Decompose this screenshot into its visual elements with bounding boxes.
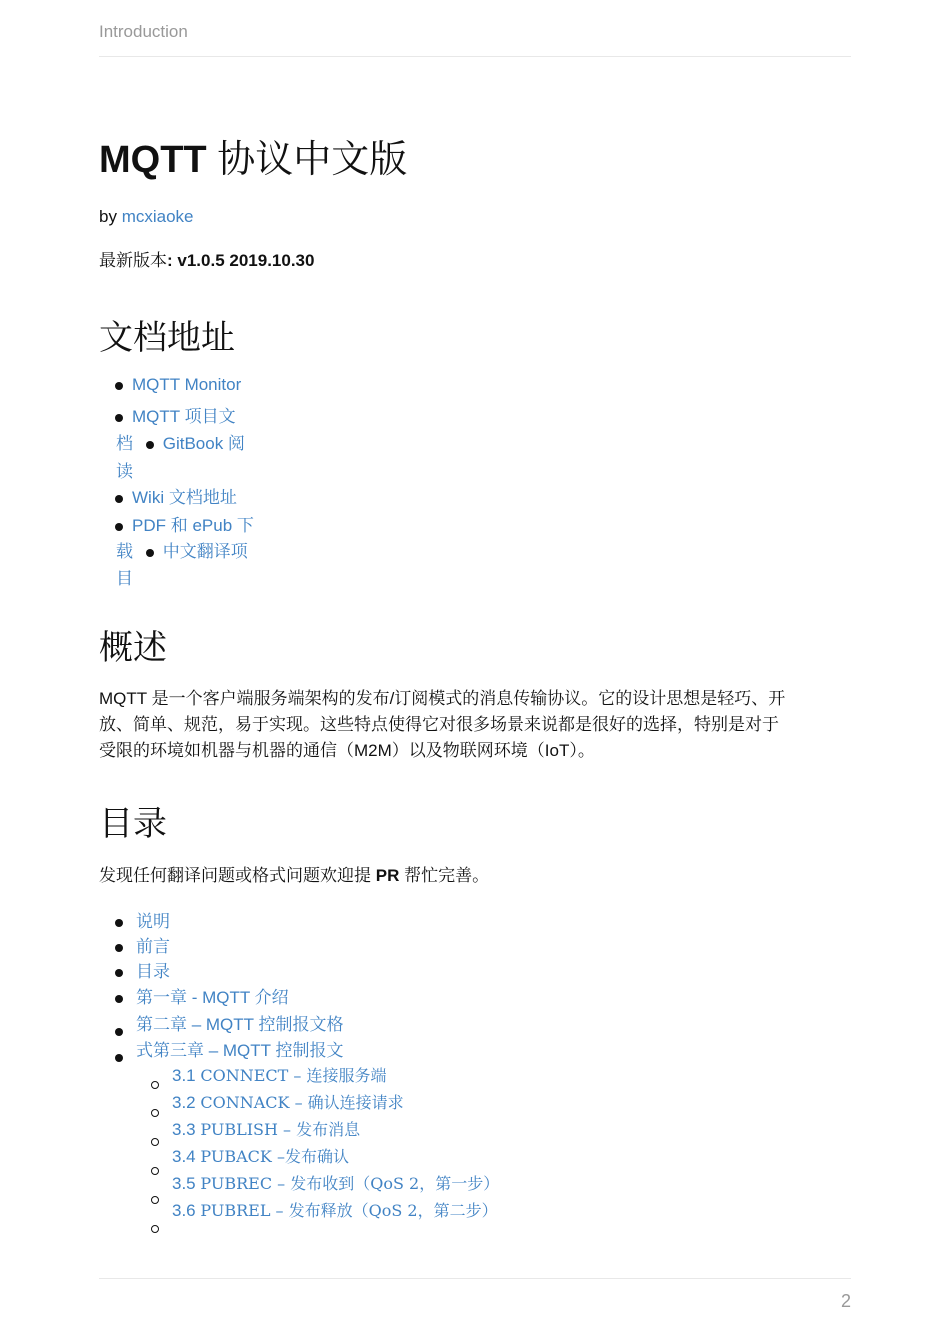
subitem-packet-name: PUBREC — [200, 1174, 273, 1193]
running-header: Introduction — [99, 22, 188, 41]
version-value: : v1.0.5 2019.10.30 — [167, 251, 315, 270]
bullet-icon — [146, 441, 154, 449]
toc-sublink[interactable] — [172, 1201, 498, 1220]
subitem-packet-name: CONNACK — [200, 1093, 290, 1112]
bullet-icon — [146, 549, 154, 557]
overview-line: 受限的环境如机器与机器的通信（M2M）以及物联网环境（IoT）。 — [99, 741, 595, 760]
circle-bullet-icon — [151, 1109, 159, 1117]
toc-subitem — [172, 1117, 360, 1140]
link-translation-project-cont[interactable]: 目 — [116, 569, 133, 588]
bullet-icon — [115, 944, 123, 952]
list-item-wrapped — [116, 537, 248, 562]
header-divider — [99, 56, 851, 57]
bullet-icon — [115, 495, 123, 503]
link-gitbook[interactable]: GitBook 阅 — [162, 434, 245, 453]
page-number: 2 — [840, 1291, 851, 1311]
link-project-docs[interactable]: MQTT 项目文 — [132, 407, 236, 426]
toc-item — [115, 1036, 343, 1062]
subitem-packet-name: PUBLISH — [200, 1120, 278, 1139]
toc-intro-pre: 发现任何翻译问题或格式问题欢迎提 — [99, 866, 376, 885]
version-line — [99, 248, 314, 274]
section-heading-overview: 概述 — [99, 629, 167, 667]
toc-subitem — [172, 1063, 387, 1086]
link-mqtt-monitor[interactable]: MQTT Monitor — [132, 375, 242, 394]
toc-sublink[interactable] — [172, 1147, 349, 1166]
toc-intro-pr: PR — [375, 866, 400, 885]
subitem-desc: – 确认连接请求 — [289, 1093, 404, 1112]
subitem-desc: – 连接服务端 — [288, 1066, 387, 1085]
list-item-wrapped — [116, 429, 245, 454]
bullet-icon — [115, 919, 123, 927]
subitem-packet-name: PUBREL — [200, 1201, 271, 1220]
circle-bullet-icon — [151, 1225, 159, 1233]
title-latin: MQTT — [99, 139, 207, 181]
bullet-icon — [115, 523, 123, 531]
toc-subitem — [172, 1171, 499, 1194]
toc-subitem — [172, 1144, 349, 1167]
toc-sublink[interactable] — [172, 1066, 387, 1085]
overview-paragraph — [99, 686, 859, 764]
list-item-wrapped — [116, 457, 133, 482]
byline — [99, 204, 194, 230]
toc-subitem — [172, 1090, 404, 1113]
list-item — [115, 511, 254, 536]
toc-item — [115, 1010, 343, 1036]
subitem-desc: – 发布释放（QoS 2，第二步） — [270, 1201, 498, 1220]
section-heading-toc: 目录 — [99, 805, 167, 843]
overview-line: 放、简单、规范，易于实现。这些特点使得它对很多场景来说都是很好的选择，特别是对于 — [99, 715, 779, 734]
link-wiki[interactable]: Wiki 文档地址 — [132, 488, 237, 507]
toc-item — [115, 907, 170, 932]
toc-sublink[interactable] — [172, 1174, 499, 1193]
subitem-packet-name: CONNECT — [200, 1066, 289, 1085]
toc-intro-post: 帮忙完善。 — [399, 866, 490, 885]
link-project-docs-cont[interactable]: 档 — [116, 434, 133, 453]
toc-sublink[interactable] — [172, 1093, 404, 1112]
subitem-number: 3.2 — [172, 1093, 196, 1112]
subitem-number: 3.4 — [172, 1147, 196, 1166]
list-item — [115, 402, 236, 427]
byline-prefix: by — [99, 207, 122, 226]
circle-bullet-icon — [151, 1196, 159, 1204]
link-gitbook-cont[interactable]: 读 — [116, 462, 133, 481]
subitem-number: 3.6 — [172, 1201, 196, 1220]
toc-link[interactable]: 前言 — [136, 937, 170, 956]
subitem-number: 3.1 — [172, 1066, 196, 1085]
version-label: 最新版本 — [99, 251, 167, 270]
toc-link[interactable]: 式第三章 – MQTT 控制报文 — [136, 1041, 344, 1060]
link-pdf-epub[interactable]: PDF 和 ePub 下 — [132, 516, 254, 535]
list-item-wrapped — [116, 564, 133, 589]
overview-line: MQTT 是一个客户端服务端架构的发布/订阅模式的消息传输协议。它的设计思想是轻巧、开 — [99, 689, 786, 708]
toc-sublink[interactable] — [172, 1120, 360, 1139]
list-item — [115, 483, 237, 508]
circle-bullet-icon — [151, 1138, 159, 1146]
subitem-number: 3.3 — [172, 1120, 196, 1139]
toc-link[interactable]: 说明 — [136, 912, 170, 931]
bullet-icon — [115, 382, 123, 390]
subitem-desc: – 发布收到（QoS 2，第一步） — [272, 1174, 500, 1193]
subitem-desc: – 发布消息 — [277, 1120, 361, 1139]
circle-bullet-icon — [151, 1167, 159, 1175]
subitem-packet-name: PUBACK — [200, 1147, 272, 1166]
link-translation-project[interactable]: 中文翻译项 — [162, 542, 248, 561]
toc-subitem — [172, 1198, 498, 1221]
toc-link[interactable]: 第二章 – MQTT 控制报文格 — [136, 1015, 344, 1034]
subitem-desc: –发布确认 — [271, 1147, 349, 1166]
toc-link[interactable]: 第一章 - MQTT 介绍 — [136, 988, 289, 1007]
bullet-icon — [115, 1054, 123, 1062]
toc-item — [115, 957, 170, 982]
toc-item — [115, 932, 170, 957]
section-heading-docs: 文档地址 — [99, 319, 235, 357]
title-cjk: 协议中文版 — [206, 139, 408, 181]
author-link[interactable]: mcxiaoke — [121, 207, 194, 226]
toc-link[interactable]: 目录 — [136, 962, 170, 981]
subitem-number: 3.5 — [172, 1174, 196, 1193]
bullet-icon — [115, 1028, 123, 1036]
footer-divider — [99, 1278, 851, 1279]
bullet-icon — [115, 995, 123, 1003]
page-title — [99, 128, 407, 183]
list-item — [115, 375, 241, 395]
link-pdf-epub-cont[interactable]: 载 — [116, 542, 133, 561]
toc-intro — [99, 863, 489, 889]
bullet-icon — [115, 969, 123, 977]
circle-bullet-icon — [151, 1081, 159, 1089]
bullet-icon — [115, 414, 123, 422]
toc-item — [115, 983, 289, 1008]
